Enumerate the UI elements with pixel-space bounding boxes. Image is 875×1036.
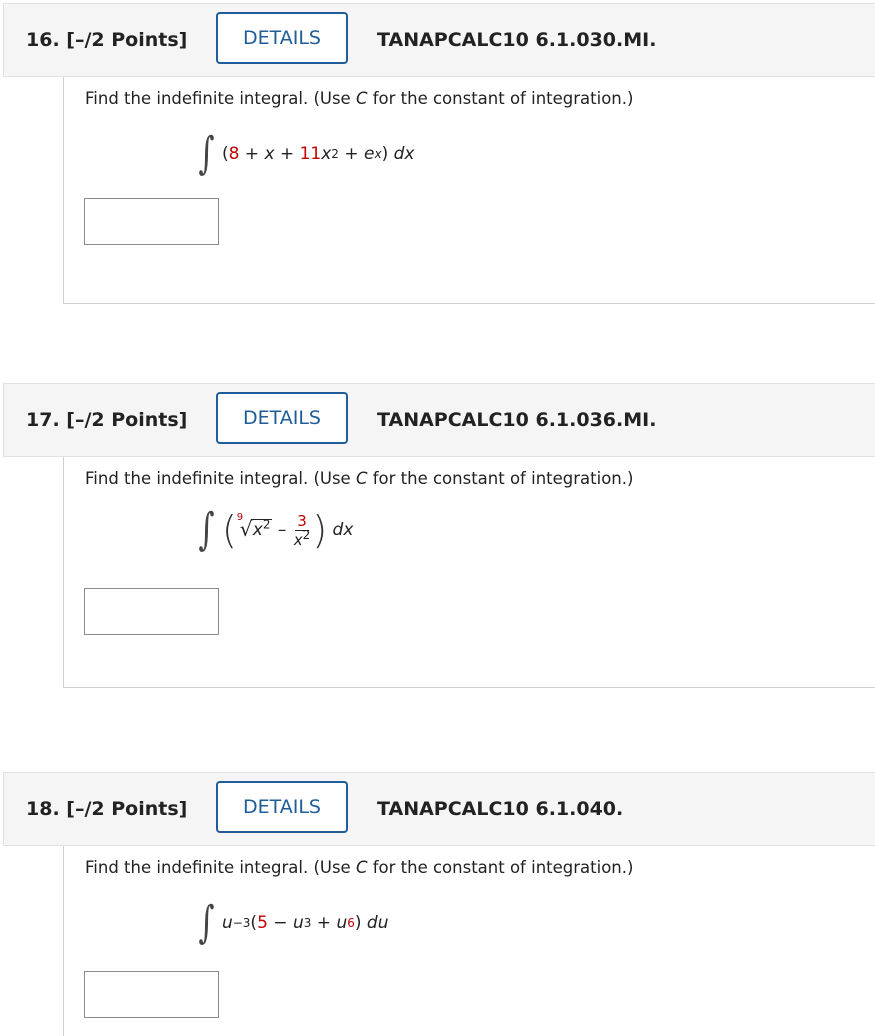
answer-field[interactable] [85,199,222,246]
question-title: 18. [–/2 Points] [26,798,188,820]
answer-input[interactable] [84,588,219,635]
question-body [63,77,875,304]
right-paren: ) [312,508,328,552]
question-code: TANAPCALC10 6.1.030.MI. [377,29,657,51]
question-code: TANAPCALC10 6.1.036.MI. [377,409,657,431]
question-prompt: Find the indefinite integral. (Use C for the constant of integration.) [85,89,634,108]
left-paren: ( [221,508,237,552]
question-body [63,846,875,1036]
question-title: 17. [–/2 Points] [26,409,188,431]
question-prompt: Find the indefinite integral. (Use C for the constant of integration.) [85,858,634,877]
radical-icon: √ [239,517,253,541]
question-title: 16. [–/2 Points] [26,29,188,51]
integral-expression: ∫ u −3 ( 5 − u 3 + u 6 ) du [198,897,389,948]
details-button[interactable]: DETAILS [216,781,348,833]
question-prompt: Find the indefinite integral. (Use C for the constant of integration.) [85,469,634,488]
question-header [3,3,875,77]
details-button[interactable]: DETAILS [216,392,348,444]
answer-input[interactable] [84,198,219,245]
question-body [63,457,875,688]
integral-sign-icon: ∫ [198,897,215,948]
integral-sign-icon: ∫ [198,504,215,555]
question-code: TANAPCALC10 6.1.040. [377,798,624,820]
question-header [3,772,875,846]
answer-input[interactable] [84,971,219,1018]
details-button[interactable]: DETAILS [216,12,348,64]
question-header [3,383,875,457]
answer-field[interactable] [85,972,222,1019]
fraction: $\frac{3}{x^2}$ [293,511,311,549]
integral-expression: ∫ ( 9 √ $x^2$ – $\frac{3}{x^2}$ ) dx [198,504,354,555]
integral-sign-icon: ∫ [198,128,215,179]
radical: 9 √ $x^2$ [236,512,271,541]
answer-field[interactable] [85,589,222,636]
integral-expression: ∫ ( 8 + x + 11 x 2 + e x ) dx [198,128,415,179]
